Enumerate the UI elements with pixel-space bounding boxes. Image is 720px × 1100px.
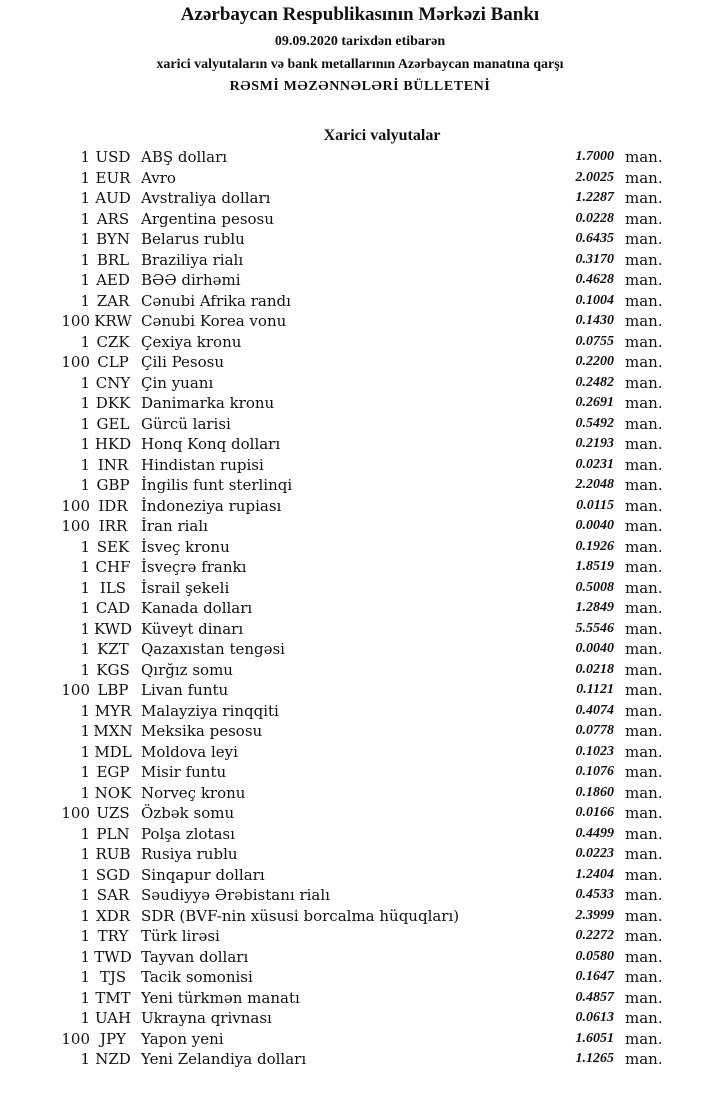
currency-nominal: 1 (80, 230, 90, 248)
currency-row (0, 865, 720, 886)
currency-code: IRR (98, 517, 128, 535)
currency-unit: man. (625, 619, 663, 638)
currency-unit: man. (625, 455, 663, 474)
currency-code: ARS (96, 209, 130, 228)
currency-unit: man. (625, 660, 663, 679)
currency-unit: man. (625, 394, 663, 412)
currency-row (0, 619, 720, 640)
currency-nominal: 1 (80, 1050, 90, 1068)
currency-rate: 0.1121 (576, 682, 614, 697)
currency-row (0, 270, 720, 291)
currency-unit: man. (625, 927, 663, 945)
currency-code: ZAR (96, 291, 130, 310)
currency-code: BRL (96, 250, 130, 269)
currency-name: Çili Pesosu (141, 353, 225, 371)
currency-rate: 0.0613 (575, 1010, 614, 1025)
currency-nominal: 1 (80, 414, 90, 433)
currency-unit: man. (625, 906, 663, 925)
currency-rate: 1.2404 (575, 866, 614, 882)
currency-unit: man. (625, 886, 663, 904)
currency-unit: man. (625, 476, 663, 494)
currency-code: KZT (97, 640, 129, 658)
currency-code: HKD (94, 435, 132, 453)
currency-nominal: 1 (80, 435, 90, 453)
currency-rate: 1.7000 (575, 149, 614, 164)
currency-row (0, 1008, 720, 1029)
currency-code: MXN (93, 722, 133, 740)
currency-nominal: 100 (61, 804, 90, 822)
currency-row (0, 578, 720, 599)
currency-name: İsrail şekeli (141, 578, 230, 597)
currency-code: KRW (94, 312, 132, 330)
currency-unit: man. (625, 291, 663, 310)
currency-name: Gürcü larisi (141, 414, 231, 433)
currency-rate: 0.4074 (575, 702, 614, 718)
currency-unit: man. (625, 1050, 663, 1068)
currency-unit: man. (625, 1009, 663, 1027)
currency-name: Norveç kronu (141, 783, 246, 802)
currency-rate: 0.0223 (575, 846, 614, 861)
currency-rate: 0.1926 (575, 538, 614, 554)
currency-row (0, 803, 720, 824)
currency-row (0, 598, 720, 619)
currency-rate: 0.2691 (575, 395, 614, 410)
currency-nominal: 1 (80, 865, 90, 884)
currency-code: TRY (97, 927, 129, 945)
currency-name: Argentina pesosu (141, 209, 274, 228)
currency-code: IDR (98, 496, 128, 515)
currency-row (0, 885, 720, 906)
currency-row (0, 906, 720, 927)
currency-rate: 0.1076 (575, 764, 614, 779)
currency-unit: man. (625, 517, 663, 535)
currency-row (0, 947, 720, 968)
currency-rate: 0.2200 (575, 354, 614, 369)
currency-name: Hindistan rupisi (141, 455, 264, 474)
currency-rate: 0.0231 (575, 456, 614, 472)
currency-nominal: 1 (80, 455, 90, 474)
currency-unit: man. (625, 168, 663, 187)
currency-name: ABŞ dolları (141, 148, 228, 166)
currency-name: Yeni Zelandiya dolları (141, 1050, 307, 1068)
currency-code: XDR (96, 906, 130, 925)
currency-rate: 0.3170 (575, 251, 614, 267)
currency-code: SGD (95, 865, 131, 884)
currency-name: Çin yuanı (141, 373, 214, 392)
currency-unit: man. (625, 824, 663, 843)
currency-row (0, 742, 720, 763)
currency-unit: man. (625, 332, 663, 351)
currency-name: İsveçrə frankı (141, 558, 247, 576)
currency-rate: 0.5008 (575, 579, 614, 595)
currency-code: BYN (96, 230, 130, 248)
currency-code: SAR (96, 886, 130, 904)
currency-unit: man. (625, 722, 663, 740)
currency-name: Cənubi Korea vonu (141, 312, 287, 330)
currency-code: NOK (94, 783, 132, 802)
currency-code: KWD (93, 619, 133, 638)
currency-nominal: 1 (80, 599, 90, 617)
currency-rate: 0.1647 (575, 969, 614, 984)
currency-row (0, 988, 720, 1009)
currency-nominal: 1 (80, 886, 90, 904)
currency-row (0, 1029, 720, 1050)
currency-nominal: 1 (80, 742, 90, 761)
currency-nominal: 1 (80, 168, 90, 187)
currency-code: GEL (96, 414, 130, 433)
currency-code: CNY (95, 373, 131, 392)
currency-rate: 0.0115 (576, 497, 614, 513)
currency-name: Honq Konq dolları (141, 435, 281, 453)
currency-name: Sinqapur dolları (141, 865, 265, 884)
bulletin-subtitle: xarici valyutaların və bank metallarının Azərbaycan manatına qarşı (156, 57, 564, 72)
currency-rate: 0.1004 (575, 292, 614, 308)
currency-nominal: 1 (80, 783, 90, 802)
currency-rate: 0.0166 (575, 805, 614, 820)
currency-rate: 0.0040 (575, 518, 614, 533)
currency-rate: 0.4857 (575, 989, 614, 1005)
currency-rate: 0.0778 (575, 723, 614, 738)
currency-code: USD (95, 148, 131, 166)
currency-unit: man. (625, 189, 663, 207)
currency-name: Livan funtu (141, 681, 229, 699)
currency-row (0, 188, 720, 209)
currency-nominal: 1 (80, 640, 90, 658)
currency-unit: man. (625, 640, 663, 658)
currency-rate: 0.4499 (575, 825, 614, 841)
currency-unit: man. (625, 148, 663, 166)
currency-unit: man. (625, 599, 663, 617)
currency-nominal: 1 (80, 968, 90, 986)
currency-nominal: 100 (61, 681, 90, 699)
currency-unit: man. (625, 865, 663, 884)
currency-unit: man. (625, 353, 663, 371)
currency-nominal: 1 (80, 291, 90, 310)
currency-row (0, 1049, 720, 1070)
currency-nominal: 1 (80, 373, 90, 392)
currency-name: Moldova leyi (141, 742, 238, 761)
currency-unit: man. (625, 312, 663, 330)
currency-row (0, 660, 720, 681)
currency-name: Ukrayna qrivnası (141, 1009, 272, 1027)
currency-name: Qazaxıstan tengəsi (141, 640, 285, 658)
section-title: Xarici valyutalar (323, 127, 441, 144)
currency-row (0, 639, 720, 660)
currency-unit: man. (625, 701, 663, 720)
currency-nominal: 1 (80, 763, 90, 781)
currency-unit: man. (625, 783, 663, 802)
currency-code: RUB (95, 845, 131, 863)
currency-rate: 0.0580 (575, 948, 614, 964)
currency-rate: 0.0228 (575, 210, 614, 226)
currency-nominal: 1 (80, 947, 90, 966)
currency-unit: man. (625, 209, 663, 228)
currency-rate: 0.0218 (575, 661, 614, 677)
currency-row (0, 147, 720, 168)
currency-unit: man. (625, 1029, 663, 1048)
currency-name: İsveç kronu (141, 537, 230, 556)
currency-nominal: 100 (61, 1029, 90, 1048)
currency-rate: 1.2849 (575, 600, 614, 615)
currency-nominal: 1 (80, 722, 90, 740)
currency-rate: 0.4533 (575, 887, 614, 902)
currency-row (0, 475, 720, 496)
currency-row (0, 455, 720, 476)
currency-row (0, 434, 720, 455)
currency-code: EUR (95, 168, 131, 187)
currency-row (0, 721, 720, 742)
currency-rate: 1.6051 (575, 1030, 614, 1046)
currency-code: TJS (99, 968, 127, 986)
currency-rate: 2.0025 (575, 169, 614, 185)
currency-rate: 0.0755 (575, 333, 614, 349)
currency-code: UAH (94, 1009, 132, 1027)
currency-unit: man. (625, 414, 663, 433)
currency-nominal: 1 (80, 701, 90, 720)
currency-row (0, 844, 720, 865)
currency-unit: man. (625, 763, 663, 781)
bulletin-title: RƏSMİ MƏZƏNNƏLƏRİ BÜLLETENİ (229, 79, 491, 94)
currency-unit: man. (625, 230, 663, 248)
currency-code: JPY (99, 1029, 126, 1048)
currency-rate: 2.3999 (575, 907, 614, 923)
currency-name: Küveyt dinarı (141, 619, 244, 638)
currency-name: Yeni türkmən manatı (141, 988, 300, 1007)
currency-nominal: 1 (80, 209, 90, 228)
currency-unit: man. (625, 845, 663, 863)
currency-name: Avro (141, 168, 176, 187)
currency-nominal: 1 (80, 988, 90, 1007)
currency-unit: man. (625, 435, 663, 453)
currency-rate: 0.0040 (575, 641, 614, 656)
currency-nominal: 1 (80, 578, 90, 597)
currency-row (0, 680, 720, 701)
currency-name: Braziliya rialı (141, 250, 244, 269)
currency-nominal: 1 (80, 332, 90, 351)
currency-name: Rusiya rublu (141, 845, 238, 863)
currency-row (0, 209, 720, 230)
currency-nominal: 1 (80, 660, 90, 679)
currency-row (0, 824, 720, 845)
currency-name: SDR (BVF-nin xüsusi borcalma hüquqları) (141, 906, 460, 925)
bank-name: Azərbaycan Respublikasının Mərkəzi Bankı (180, 4, 540, 25)
currency-code: AED (96, 271, 130, 289)
currency-rate: 0.6435 (575, 231, 614, 246)
currency-rate: 0.5492 (575, 415, 614, 431)
currency-name: Misir funtu (141, 763, 227, 781)
currency-nominal: 1 (80, 906, 90, 925)
currency-row (0, 783, 720, 804)
currency-name: Özbək somu (141, 804, 235, 822)
currency-rate: 0.1430 (575, 313, 614, 328)
currency-name: Polşa zlotası (141, 824, 235, 843)
currency-code: CAD (95, 599, 131, 617)
currency-name: BƏƏ dirhəmi (141, 271, 241, 289)
currency-rate: 1.2287 (575, 190, 614, 205)
currency-nominal: 1 (80, 250, 90, 269)
currency-code: DKK (95, 394, 131, 412)
currency-row (0, 516, 720, 537)
currency-name: Malayziya rinqqiti (141, 701, 279, 720)
currency-nominal: 100 (61, 353, 90, 371)
currency-name: Danimarka kronu (141, 394, 275, 412)
currency-unit: man. (625, 271, 663, 289)
currency-row (0, 701, 720, 722)
currency-row (0, 537, 720, 558)
currency-nominal: 1 (80, 271, 90, 289)
currency-name: Belarus rublu (141, 230, 245, 248)
currency-rate: 0.2272 (575, 928, 614, 943)
currency-rate: 0.4628 (575, 272, 614, 287)
currency-code: MDL (94, 742, 132, 761)
currency-rate: 0.2193 (575, 436, 614, 451)
currency-unit: man. (625, 947, 663, 966)
currency-code: KGS (96, 660, 130, 679)
currency-nominal: 1 (80, 1009, 90, 1027)
currency-row (0, 762, 720, 783)
currency-nominal: 1 (80, 927, 90, 945)
currency-row (0, 557, 720, 578)
currency-row (0, 373, 720, 394)
currency-unit: man. (625, 804, 663, 822)
currency-row (0, 332, 720, 353)
currency-unit: man. (625, 742, 663, 761)
effective-date: 09.09.2020 tarixdən etibarən (274, 34, 446, 49)
currency-code: ILS (99, 578, 127, 597)
currency-name: Çexiya kronu (141, 332, 242, 351)
currency-code: CLP (97, 353, 129, 371)
currency-code: AUD (95, 189, 131, 207)
currency-name: Tayvan dolları (141, 947, 249, 966)
currency-name: Kanada dolları (141, 599, 253, 617)
currency-table (0, 147, 720, 1070)
currency-rate: 5.5546 (575, 620, 614, 636)
currency-code: UZS (96, 804, 130, 822)
currency-unit: man. (625, 681, 663, 699)
currency-name: İndoneziya rupiası (141, 496, 282, 515)
currency-code: SEK (96, 537, 130, 556)
currency-code: INR (97, 455, 129, 474)
currency-row (0, 967, 720, 988)
currency-row (0, 352, 720, 373)
currency-rate: 1.1265 (575, 1051, 614, 1066)
currency-unit: man. (625, 250, 663, 269)
currency-code: CHF (95, 558, 131, 576)
currency-nominal: 1 (80, 845, 90, 863)
currency-row (0, 250, 720, 271)
currency-nominal: 100 (61, 496, 90, 515)
currency-nominal: 1 (80, 189, 90, 207)
currency-name: İngilis funt sterlinqi (141, 476, 293, 494)
currency-nominal: 1 (80, 619, 90, 638)
currency-row (0, 168, 720, 189)
currency-name: Cənubi Afrika randı (141, 291, 291, 310)
currency-unit: man. (625, 968, 663, 986)
currency-nominal: 1 (80, 537, 90, 556)
currency-rate: 0.1860 (575, 784, 614, 800)
currency-name: Türk lirəsi (141, 927, 220, 945)
currency-unit: man. (625, 988, 663, 1007)
currency-code: PLN (96, 824, 130, 843)
currency-row (0, 311, 720, 332)
currency-nominal: 1 (80, 148, 90, 166)
currency-rate: 1.8519 (575, 559, 614, 574)
currency-unit: man. (625, 578, 663, 597)
currency-row (0, 926, 720, 947)
currency-unit: man. (625, 537, 663, 556)
currency-code: LBP (97, 681, 129, 699)
currency-row (0, 393, 720, 414)
currency-unit: man. (625, 373, 663, 392)
currency-name: Qırğız somu (141, 660, 233, 679)
currency-code: CZK (96, 332, 130, 351)
currency-row (0, 496, 720, 517)
currency-row (0, 291, 720, 312)
currency-row (0, 414, 720, 435)
currency-code: TWD (94, 947, 132, 966)
currency-code: GBP (96, 476, 130, 494)
currency-nominal: 1 (80, 476, 90, 494)
currency-row (0, 229, 720, 250)
currency-rate: 0.1023 (575, 743, 614, 759)
currency-name: Yapon yeni (141, 1029, 224, 1048)
currency-rate: 0.2482 (575, 374, 614, 390)
currency-name: Səudiyyə Ərəbistanı rialı (141, 886, 330, 904)
currency-unit: man. (625, 558, 663, 576)
currency-code: NZD (95, 1050, 131, 1068)
currency-nominal: 100 (61, 312, 90, 330)
currency-name: Avstraliya dolları (141, 189, 271, 207)
currency-code: TMT (95, 988, 131, 1007)
currency-name: İran rialı (141, 517, 208, 535)
currency-nominal: 1 (80, 824, 90, 843)
currency-code: MYR (94, 701, 132, 720)
currency-name: Tacik somonisi (141, 968, 253, 986)
currency-rate: 2.2048 (575, 477, 614, 492)
currency-name: Meksika pesosu (141, 722, 263, 740)
currency-unit: man. (625, 496, 663, 515)
currency-nominal: 100 (61, 517, 90, 535)
currency-nominal: 1 (80, 558, 90, 576)
currency-nominal: 1 (80, 394, 90, 412)
currency-code: EGP (96, 763, 130, 781)
